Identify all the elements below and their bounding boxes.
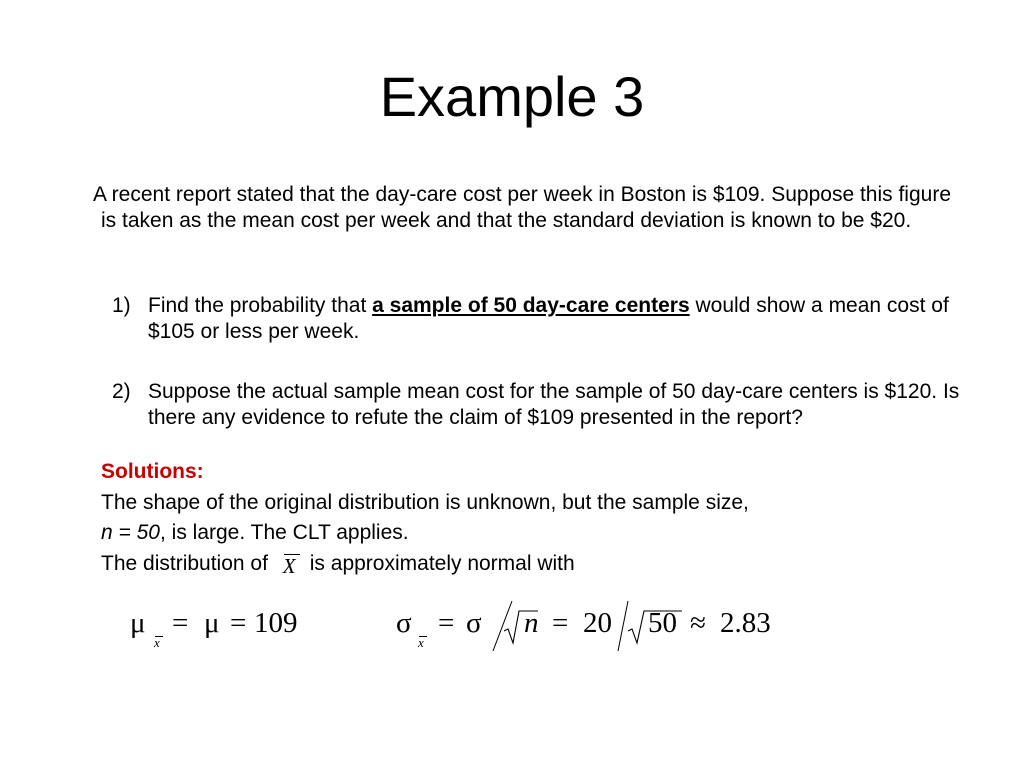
mean-formula-equals-1: = [172, 607, 189, 639]
solutions-line-3 [101, 551, 981, 577]
sd-formula-equals-2: = [552, 607, 569, 639]
question-1-text [148, 293, 968, 345]
x-bar-letter: X [282, 554, 296, 578]
question-1-text-before: Find the probability that [148, 294, 373, 317]
sd-subscript-bar [419, 636, 427, 637]
mean-formula-subscript [154, 636, 160, 650]
slide-title: Example 3 [379, 65, 645, 128]
mean-formula-equals-2: = [230, 607, 247, 639]
sd-formula-subscript [418, 636, 424, 650]
solutions-line-2 [101, 520, 981, 546]
mean-subscript-bar [155, 636, 163, 637]
sd-formula-root-value: 50 [648, 607, 677, 639]
sd-formula-approx: ≈ [690, 607, 706, 639]
mean-formula-mu: μ [130, 607, 146, 639]
question-1-text-after: would show a mean cost of $105 or less per week. [148, 294, 949, 343]
fraction-slash-1 [493, 601, 512, 651]
sd-formula [396, 605, 796, 665]
question-1-number: 1) [112, 294, 131, 317]
sd-formula-numerator: 20 [583, 607, 612, 639]
sd-formula-equals-1: = [438, 607, 455, 639]
solutions-line-3-before: The distribution of [101, 552, 274, 575]
solutions-line-2-rest: , is large. The CLT applies. [159, 521, 409, 544]
mean-subscript-letter: x [154, 635, 160, 650]
solutions-line-3-after: is approximately normal with [309, 552, 575, 575]
question-1-emphasis: a sample of 50 day-care centers [372, 294, 690, 317]
sd-formula-n: n [524, 607, 539, 639]
question-1 [112, 293, 972, 353]
solutions-heading: Solutions: [101, 460, 204, 483]
sd-subscript-letter: x [418, 635, 424, 650]
question-2-text: Suppose the actual sample mean cost for the sample of 50 day-care centers is $120. Is there any evidence to refute the claim of $109 presented in the report? [148, 380, 960, 429]
sd-formula-sigma-2: σ [466, 607, 482, 639]
mean-formula-mu-2: μ [204, 607, 220, 639]
mean-formula [130, 605, 330, 665]
question-2-number: 2) [112, 380, 131, 403]
x-bar-symbol [277, 551, 303, 577]
sd-formula-value: 2.83 [720, 607, 771, 639]
mean-formula-value: 109 [254, 607, 298, 639]
intro-paragraph: A recent report stated that the day-care cost per week in Boston is $109. Suppose this figure is taken as the mean cost per week and that the standard deviation is known to be $20. [93, 183, 951, 232]
question-2 [112, 379, 972, 459]
fraction-slash-2 [618, 601, 628, 651]
sd-formula-sigma: σ [396, 607, 412, 639]
sample-size-n: n = 50 [101, 521, 160, 544]
solutions-line-1: The shape of the original distribution is unknown, but the sample size, [101, 491, 749, 514]
